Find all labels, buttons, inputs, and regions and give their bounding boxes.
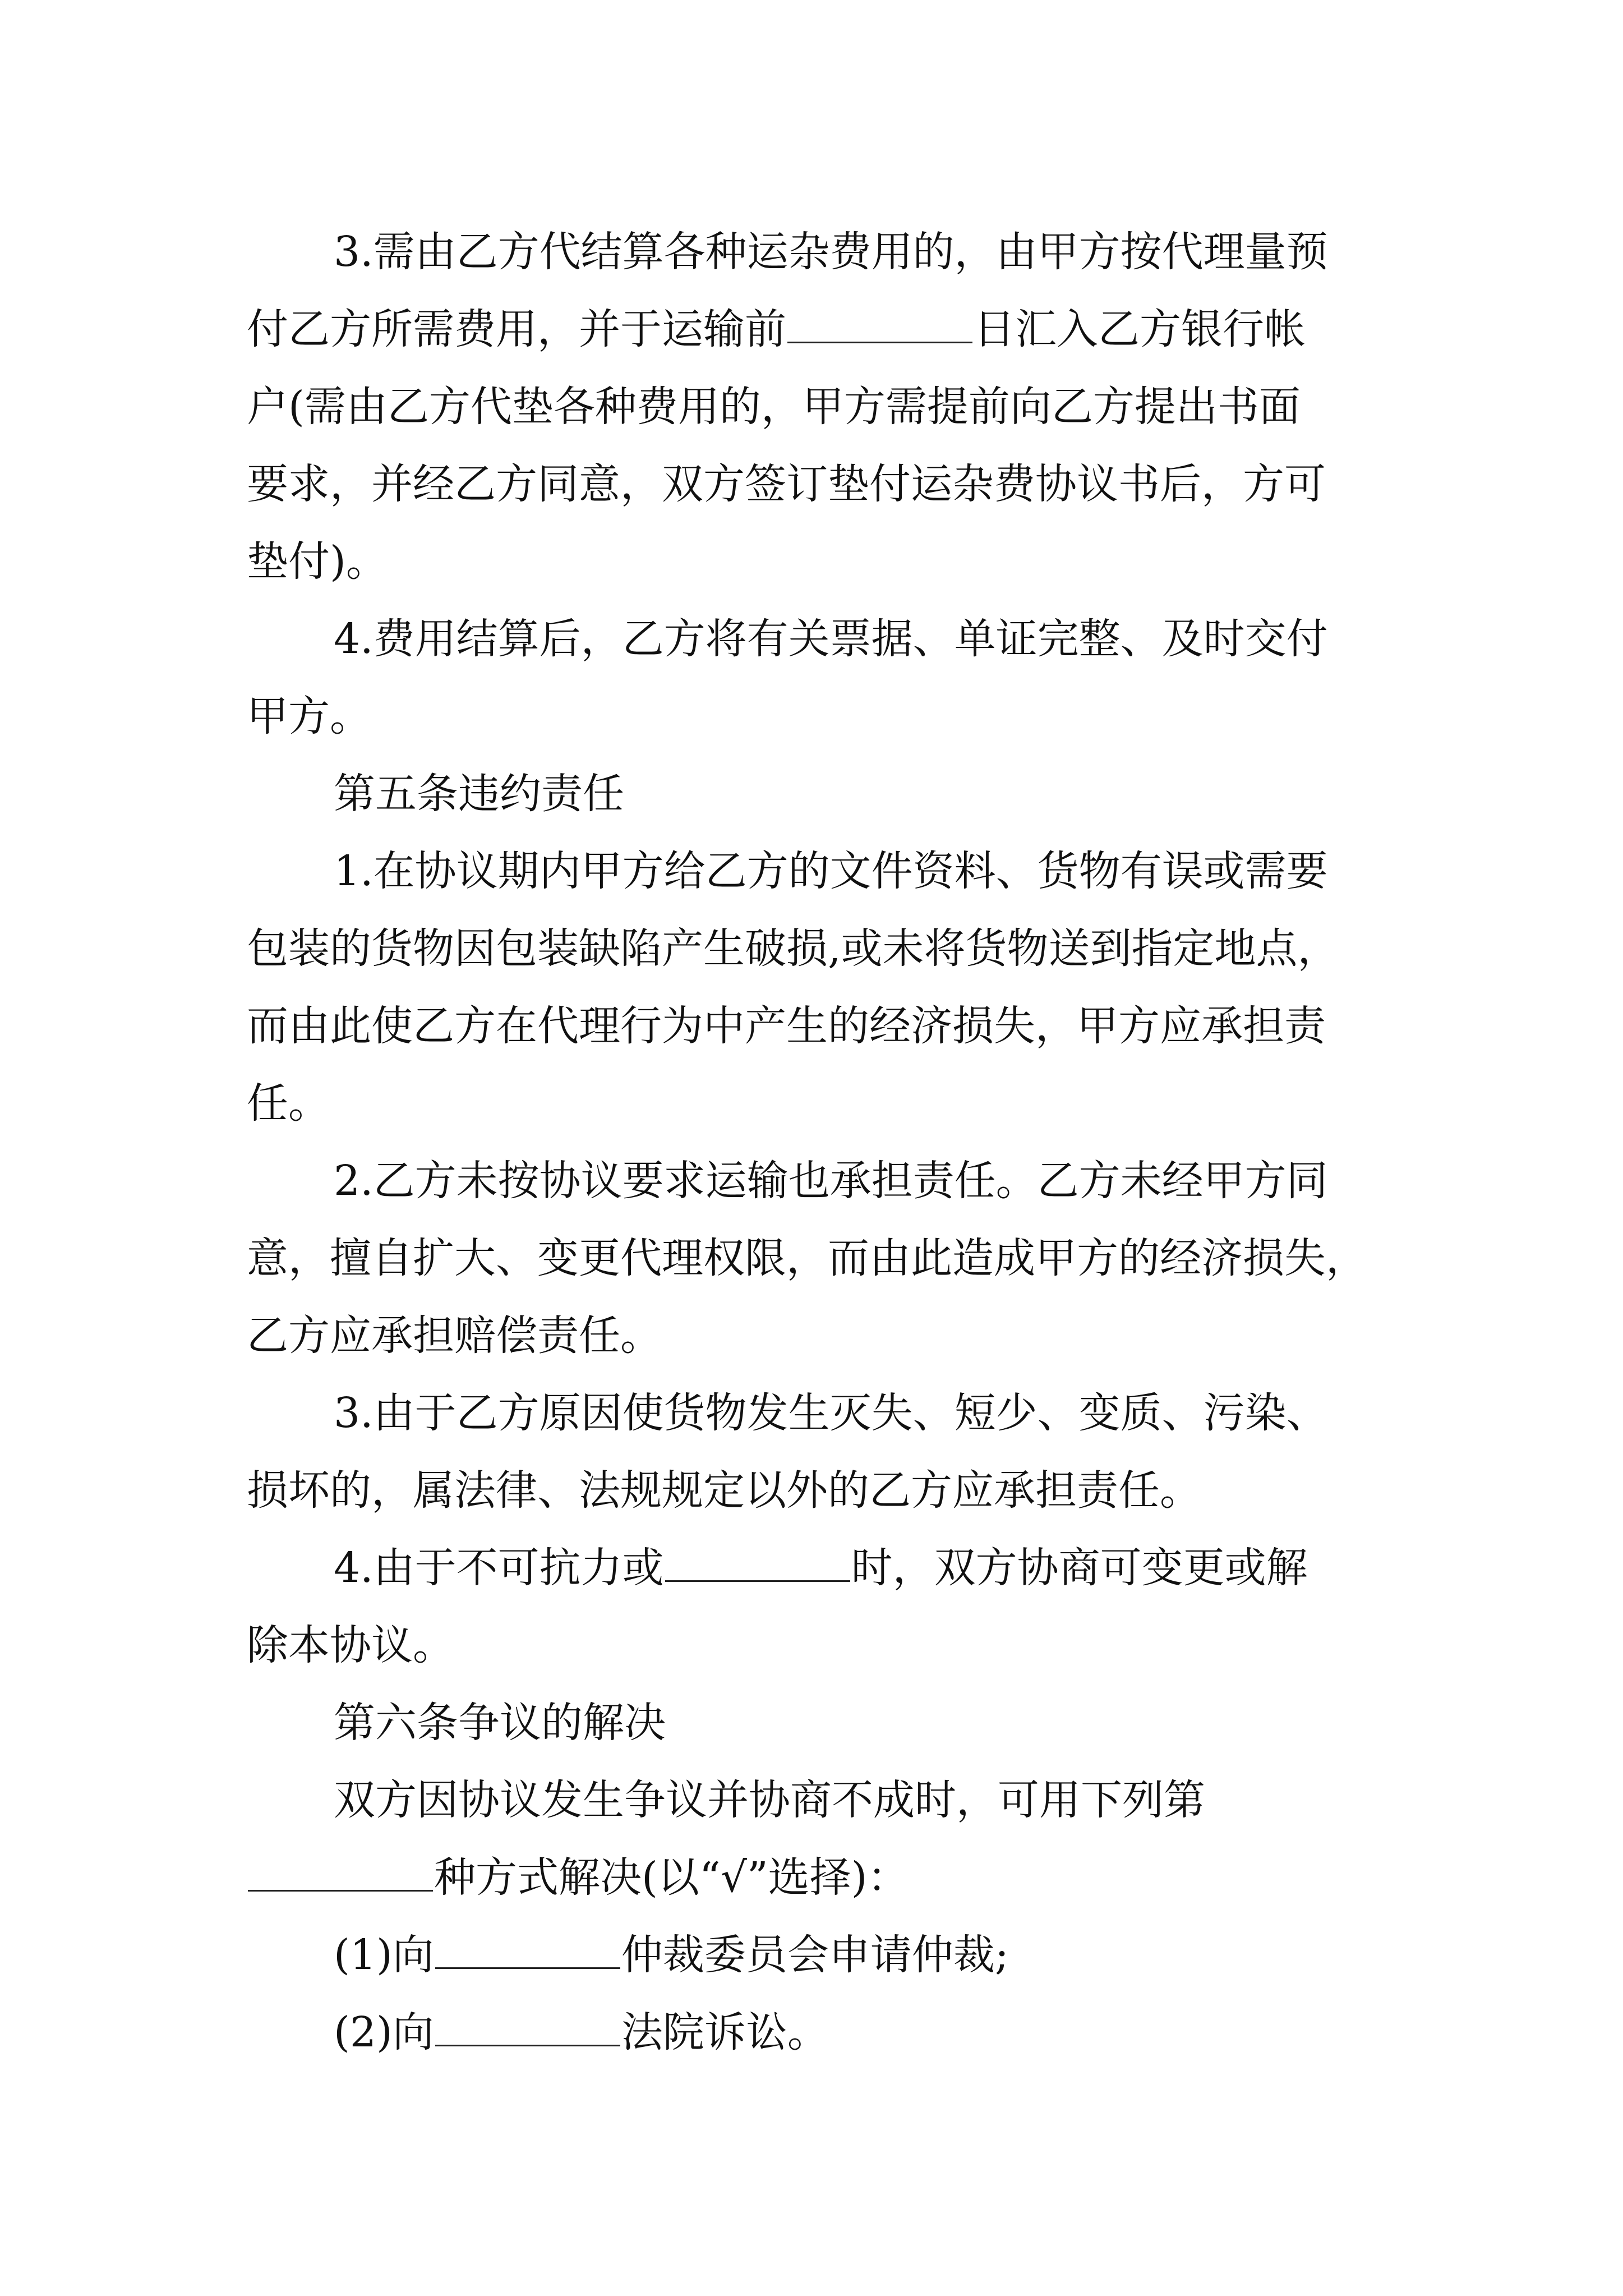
fill-in-blank[interactable]: [248, 1851, 433, 1892]
text-segment: 仲裁委员会申请仲裁;: [621, 1931, 1009, 1979]
article-heading: 第六条争议的解决: [334, 1699, 666, 1747]
text-segment: 法院诉讼。: [621, 2008, 829, 2056]
option-line: [247, 1994, 1385, 2071]
text-line: 3.由于乙方原因使货物发生灭失、短少、变质、污染、: [334, 1389, 1328, 1437]
text-segment: 时，双方协商可变更或解: [851, 1544, 1308, 1592]
text-line: 任。: [247, 1079, 330, 1128]
text-segment: (2)向: [334, 2008, 434, 2056]
text-line: 2.乙方未按协议要求运输也承担责任。乙方未经甲方同: [334, 1157, 1328, 1205]
text-line: 而由此使乙方在代理行为中产生的经济损失，甲方应承担责: [247, 1002, 1326, 1050]
text-line: 1.在协议期内甲方给乙方的文件资料、货物有误或需要: [334, 847, 1328, 895]
text-segment: 4.由于不可抗力或: [334, 1544, 664, 1592]
article-heading: 第五条违约责任: [334, 770, 624, 818]
fill-in-blank[interactable]: [435, 1928, 620, 1969]
text-line: 要求，并经乙方同意，双方签订垫付运杂费协议书后，方可: [247, 460, 1326, 508]
text-segment: 日汇入乙方银行帐: [974, 305, 1306, 353]
text-line: 乙方应承担赔偿责任。: [247, 1312, 662, 1360]
text-line: 损坏的，属法律、法规规定以外的乙方应承担责任。: [247, 1466, 1201, 1515]
text-line: 3.需由乙方代结算各种运杂费用的，由甲方按代理量预: [334, 228, 1328, 276]
text-line: [247, 1839, 1385, 1916]
option-line: [247, 1916, 1385, 1994]
text-line: [247, 291, 1385, 368]
text-line: 户(需由乙方代垫各种费用的，甲方需提前向乙方提出书面: [247, 383, 1301, 431]
text-line: 4.费用结算后，乙方将有关票据、单证完整、及时交付: [334, 615, 1328, 663]
fill-in-blank[interactable]: [787, 302, 972, 343]
fill-in-blank[interactable]: [665, 1541, 850, 1582]
text-line: 除本协议。: [247, 1621, 454, 1669]
text-line: 双方因协议发生争议并协商不成时，可用下列第: [334, 1776, 1205, 1824]
text-line: 包装的货物因包装缺陷产生破损,或未将货物送到指定地点，: [247, 924, 1339, 973]
text-segment: 种方式解决(以“√”选择)：: [434, 1853, 909, 1902]
text-line: 意，擅自扩大、变更代理权限，而由此造成甲方的经济损失，: [247, 1234, 1367, 1282]
text-line: [247, 1529, 1385, 1607]
text-line: 甲方。: [247, 692, 371, 740]
document-page: [247, 213, 1385, 2071]
text-line: 垫付)。: [247, 537, 388, 586]
text-segment: (1)向: [334, 1931, 434, 1979]
text-segment: 付乙方所需费用，并于运输前: [247, 305, 786, 353]
fill-in-blank[interactable]: [435, 2005, 620, 2046]
